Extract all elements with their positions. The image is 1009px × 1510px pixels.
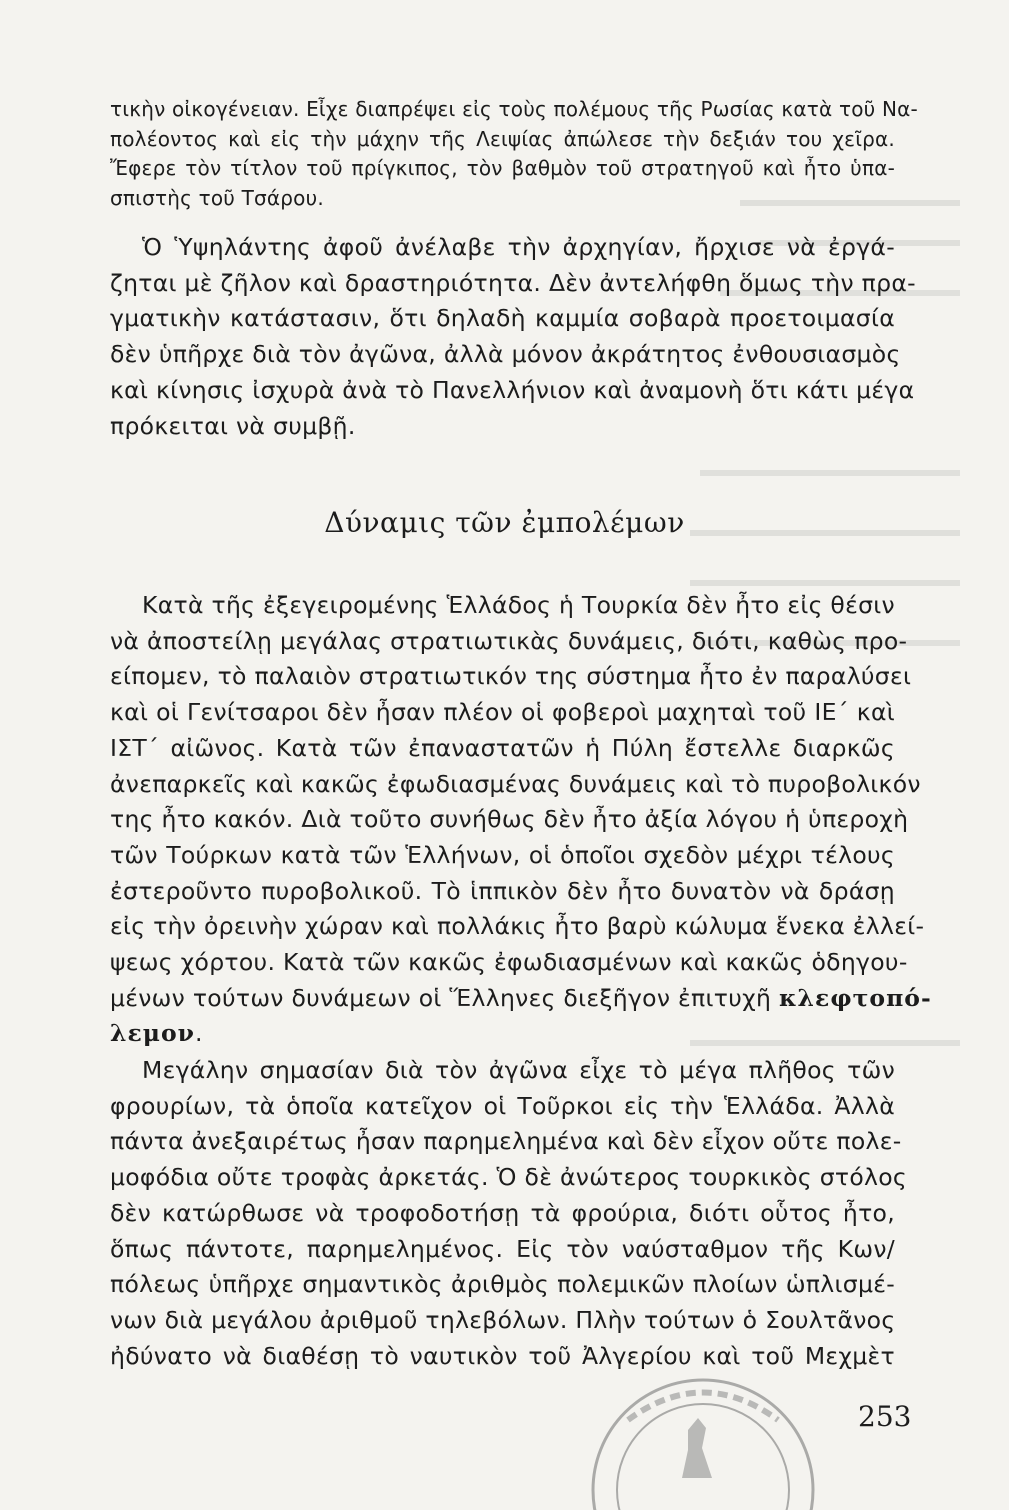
- text-line: είπομεν, τὸ παλαιὸν στρατιωτικόν της σύστημα ἦτο ἐν παραλύσει: [110, 662, 912, 691]
- text-line: πρόκειται νὰ συμβῇ.: [110, 411, 356, 440]
- text-line: [110, 1016, 895, 1052]
- text-line: γματικὴν κατάστασιν, ὅτι δηλαδὴ καμμία σοβαρὰ προετοιμασία: [110, 304, 895, 333]
- text-line: νων διὰ μεγάλου ἀριθμοῦ τηλεβόλων. Πλὴν τούτων ὁ Σουλτᾶνος: [110, 1305, 896, 1334]
- text-line: μοφόδια οὔτε τροφὰς ἀρκετάς. Ὁ δὲ ἀνώτερος τουρκικὸς στόλος: [110, 1163, 908, 1192]
- text-line: πόλεως ὑπῆρχε σημαντικὸς ἀριθμὸς πολεμικῶν πλοίων ὡπλισμέ-: [110, 1270, 895, 1299]
- text-line: Κατὰ τῆς ἐξεγειρομένης Ἑλλάδος ἡ Τουρκία δὲν ἦτο εἰς θέσιν: [142, 591, 895, 619]
- bold-term: λεμον: [110, 1019, 195, 1048]
- text-segment: .: [194, 1019, 203, 1048]
- text-line: ζηται μὲ ζῆλον καὶ δραστηριότητα. Δὲν ἀντελήφθη ὅμως τὴν πρα-: [110, 268, 916, 297]
- text-line: καὶ οἱ Γενίτσαροι δὲν ἦσαν πλέον οἱ φοβεροὶ μαχηταὶ τοῦ ΙΕ΄ καὶ: [110, 698, 895, 727]
- text-line: της ἦτο κακόν. Διὰ τοῦτο συνήθως δὲν ἦτο ἀξία λόγου ἡ ὑπεροχὴ: [110, 805, 909, 834]
- text-line: σπιστὴς τοῦ Τσάρου.: [110, 185, 324, 210]
- text-segment: μένων τούτων δυνάμεων οἱ Ἕλληνες διεξῆγον ἐπιτυχῆ: [110, 983, 772, 1012]
- text-line: πάντα ἀνεξαιρέτως ἦσαν παρημελημένα καὶ δὲν εἶχον οὔτε πολε-: [110, 1127, 902, 1156]
- library-seal-stamp: [568, 1360, 1008, 1510]
- paragraph-fortresses: [110, 1053, 908, 1374]
- text-line: [110, 981, 932, 1017]
- bold-term: κλεφτοπό-: [778, 983, 932, 1012]
- text-line: Μεγάλην σημασίαν διὰ τὸν ἀγῶνα εἶχε τὸ μέγα πλῆθος τῶν: [142, 1056, 895, 1084]
- text-line: ΙΣΤ΄ αἰῶνος. Κατὰ τῶν ἐπαναστατῶν ἡ Πύλη ἔστελλε διαρκῶς: [110, 733, 895, 762]
- text-line: Ἔφερε τὸν τίτλον τοῦ πρίγκιπος, τὸν βαθμὸν τοῦ στρατηγοῦ καὶ ἦτο ὑπα-: [110, 156, 895, 180]
- paragraph-forces: [110, 588, 932, 1052]
- text-line: δὲν κατώρθωσε νὰ τροφοδοτήσῃ τὰ φρούρια, διότι οὗτος ἦτο,: [110, 1198, 895, 1227]
- section-heading: Δύναμις τῶν ἐμπολέμων: [324, 506, 685, 539]
- text-line: φρουρίων, τὰ ὁποῖα κατεῖχον οἱ Τοῦρκοι εἰς τὴν Ἑλλάδα. Ἀλλὰ: [110, 1091, 895, 1120]
- text-line: νὰ ἀποστείλῃ μεγάλας στρατιωτικὰς δυνάμεις, διότι, καθὼς προ-: [110, 626, 908, 655]
- text-line: καὶ κίνησις ἰσχυρὰ ἀνὰ τὸ Πανελλήνιον καὶ ἀναμονὴ ὅτι κάτι μέγα: [110, 375, 915, 404]
- text-line: τῶν Τούρκων κατὰ τῶν Ἑλλήνων, οἱ ὁποῖοι σχεδὸν μέχρι τέλους: [110, 840, 895, 869]
- intro-paragraph: [110, 95, 918, 213]
- text-line: ἐστεροῦντο πυροβολικοῦ. Τὸ ἱππικὸν δὲν ἦτο δυνατὸν νὰ δράσῃ: [110, 876, 895, 905]
- text-line: εἰς τὴν ὀρεινὴν χώραν καὶ πολλάκις ἦτο βαρὺ κώλυμα ἕνεκα ἐλλεί-: [110, 912, 925, 941]
- text-line: πολέοντος καὶ εἰς τὴν μάχην τῆς Λειψίας ἀπώλεσε τὴν δεξιάν του χεῖρα.: [110, 126, 895, 151]
- text-line: δὲν ὑπῆρχε διὰ τὸν ἀγῶνα, ἀλλὰ μόνον ἀκράτητος ἐνθουσιασμὸς: [110, 340, 901, 369]
- text-line: ἠδύνατο νὰ διαθέσῃ τὸ ναυτικὸν τοῦ Ἀλγερίου καὶ τοῦ Μεχμὲτ: [110, 1341, 895, 1370]
- text-line: ἀνεπαρκεῖς καὶ κακῶς ἐφωδιασμένας δυνάμεις καὶ τὸ πυροβολικόν: [110, 769, 921, 798]
- text-line: ψεως χόρτου. Κατὰ τῶν κακῶς ἐφωδιασμένων καὶ κακῶς ὁδηγου-: [110, 948, 908, 977]
- paragraph-ypsilantis: [110, 230, 916, 444]
- text-line: Ὁ Ὑψηλάντης ἀφοῦ ἀνέλαβε τὴν ἀρχηγίαν, ἤρχισε νὰ ἐργά-: [142, 233, 895, 261]
- text-line: τικὴν οἰκογένειαν. Εἶχε διαπρέψει εἰς τοὺς πολέμους τῆς Ρωσίας κατὰ τοῦ Να-: [110, 97, 918, 121]
- text-line: ὅπως πάντοτε, παρημελημένος. Εἰς τὸν ναύσταθμον τῆς Κων/: [110, 1234, 895, 1263]
- page-number: 253: [858, 1400, 912, 1433]
